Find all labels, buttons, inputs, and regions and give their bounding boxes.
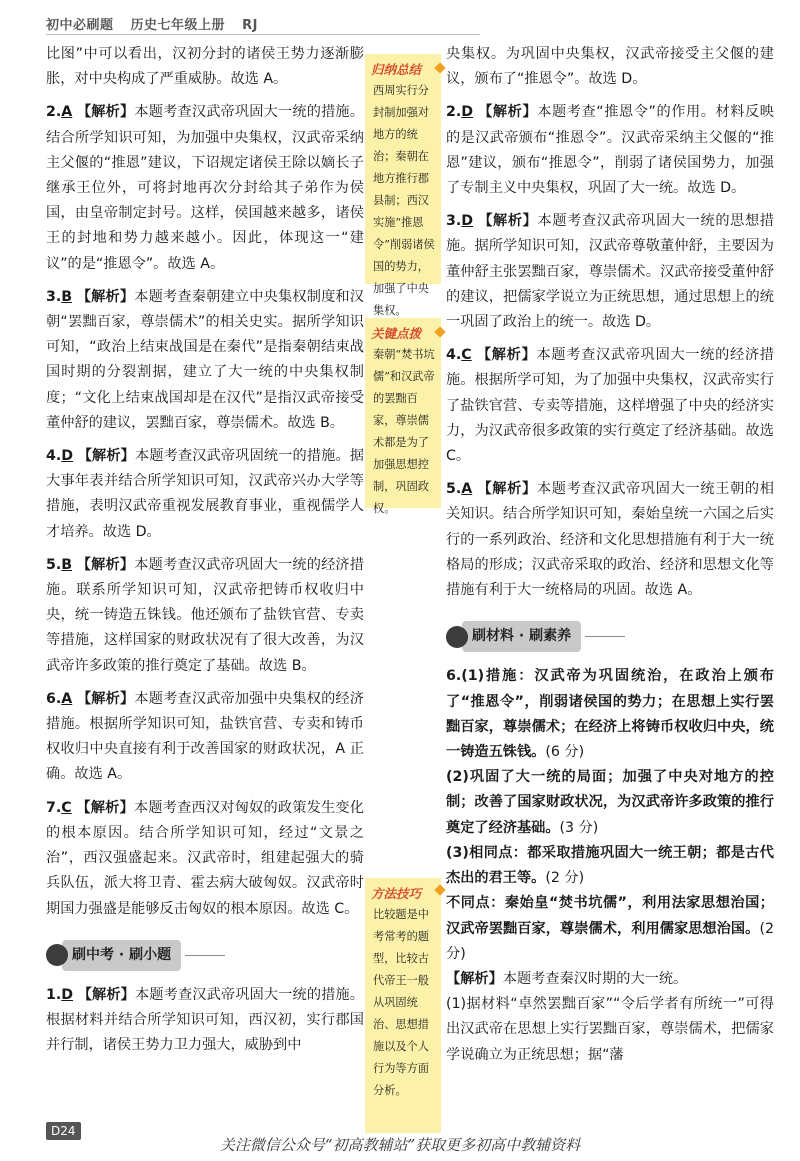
answer-item: 6.A 【解析】本题考查汉武帝加强中央集权的经济措施。根据所学知识可知，盐铁官营、专卖和铸币权收归中央直接有利于改善国家的财政状况，A 正确。故选 A。 xyxy=(46,690,364,783)
side-note-summary xyxy=(365,54,441,317)
section-heading-exam xyxy=(46,940,225,971)
answer-item: 7.C 【解析】本题考查西汉对匈奴的政策发生变化的根本原因。结合所学知识可知，经过“文景之治”，西汉强盛起来。汉武帝时，组建起强大的骑兵队伍，派大将卫青、霍去病大破匈奴。汉武帝时期国力强盛是能够反击匈奴的根本原因。故选 C。 xyxy=(46,799,364,917)
side-note-body: 西周实行分封制加强对地方的统治；秦朝在地方推行郡县制；西汉实施“推恩令”削弱诸侯国的势力，加强了中央集权。 xyxy=(373,84,435,317)
pencil-badge-icon xyxy=(446,626,468,648)
subject-name: 历史七年级上册 xyxy=(130,18,226,33)
side-note-body: 比较题是中考常考的题型，比较古代帝王一般从巩固统治、思想措施以及个人行为等方面分析。 xyxy=(373,908,429,1097)
page-number: D24 xyxy=(46,1122,81,1140)
side-note-body: 秦朝“焚书坑儒”和汉武帝的罢黜百家，尊崇儒术都是为了加强思想控制，巩固政权。 xyxy=(373,348,435,515)
side-note-title: 归纳总结 xyxy=(371,62,422,77)
answer-item: 4.D 【解析】本题考查汉武帝巩固统一的措施。据大事年表并结合所学知识可知，汉武帝兴办大学等措施，表明汉武帝重视发展教育事业，重视儒学人才培养。故选 D。 xyxy=(46,448,364,540)
side-note-key-point xyxy=(365,318,441,515)
answer-item: 3.B 【解析】本题考查秦朝建立中央集权制度和汉朝“罢黜百家，尊崇儒术”的相关史实。据所学知识可知，“政治上结束战国是在秦代”是指秦朝结束战国时期的分裂割据，建立了大一统的中央集权制度；“文化上结束战国却是在汉代”是指汉武帝接受董仲舒的建议，罢黜百家，尊崇儒术。故选 B。 xyxy=(46,288,364,431)
answer-item: 5.A 【解析】本题考查汉武帝巩固大一统王朝的相关知识。结合所学知识可知，秦始皇统一六国之后实行的一系列政治、经济和文化思想措施有利于大一统格局的形成；汉武帝采取的政治、经济和思想文化等措施有利于大一统格局的巩固。故选 A。 xyxy=(446,481,774,599)
answer-item: 1.D 【解析】本题考查汉武帝巩固大一统的措施。根据材料并结合所学知识可知，西汉初，实行郡国并行制，诸侯王势力卫力强大，威胁到中 xyxy=(46,986,364,1054)
answer-item: 比图”中可以看出，汉初分封的诸侯王势力逐渐膨胀，对中央构成了严重威胁。故选 A。 xyxy=(46,46,364,88)
answer-item: 央集权。为巩固中央集权，汉武帝接受主父偃的建议，颁布了“推恩令”。故选 D。 xyxy=(446,46,774,88)
question-6-answer: 6.(1)措施：汉武帝为巩固统治，在政治上颁布了“推恩令”，削弱诸侯国的势力；在思想上实行罢黜百家，尊崇儒术；在经济上将铸币权收归中央，统一铸造五铢钱。(6 分) (2)巩固了大一统的局面；加强了中央对地方的控制；改善了国家财政状况，为汉武帝许多政策的推行奠定了经济基础。(3 分) (3)相同点：都采取措施巩固大一统王朝；都是古代杰出的君王等。(2 分) 不同点：秦始皇“焚书坑儒”，利用法家思想治国；汉武帝罢黜百家，尊崇儒术，利用儒家思想治国。(2 分) 【解析】本题考查秦汉时期的大一统。 (1)据材料“卓然罢黜百家”“令后学者有所统一”可得出汉武帝在思想上实行罢黜百家，尊崇儒术，把儒家学说确立为正统思想；据“藩 xyxy=(446,668,774,1063)
answer-item: 5.B 【解析】本题考查汉武帝巩固大一统的经济措施。联系所学知识可知，汉武帝把铸币权收归中央，统一铸造五铢钱。他还颁布了盐铁官营、专卖等措施，这样国家的财政状况有了很大改善，为汉武帝许多政策的推行奠定了基础。故选 B。 xyxy=(46,556,364,674)
series-name: 初中必刷题 xyxy=(46,18,114,33)
header-divider xyxy=(46,34,480,35)
page-header xyxy=(46,14,270,33)
answer-item: 3.D 【解析】本题考查汉武帝巩固大一统的思想措施。据所学知识可知，汉武帝尊敬董仲舒，主要因为董仲舒主张罢黜百家，尊崇儒术。汉武帝接受董仲舒的建议，把儒家学说立为正统思想，通过思想上的统一巩固了政治上的统一。故选 D。 xyxy=(446,213,774,331)
answer-item: 4.C 【解析】本题考查汉武帝巩固大一统的经济措施。根据所学可知，为了加强中央集权，汉武帝实行了盐铁官营、专卖等措施，这样增强了中央的经济实力，为汉武帝很多政策的实行奠定了经济基础。故选 C。 xyxy=(446,347,774,465)
left-column xyxy=(46,42,364,1067)
side-note-title: 方法技巧 xyxy=(371,886,422,901)
footer-note: 关注微信公众号“初高教辅站”获取更多初高中教辅资料 xyxy=(219,1136,581,1154)
side-note-title: 关键点拨 xyxy=(371,326,422,341)
section-title: 刷中考 · 刷小题 xyxy=(62,940,181,971)
side-note-method xyxy=(365,878,441,1133)
answer-item: 2.D 【解析】本题考查“推恩令”的作用。材料反映的是汉武帝颁布“推恩令”。汉武帝采纳主父偃的“推恩”建议，颁布“推恩令”，削弱了诸侯国势力，加强了专制主义中央集权，巩固了大一统。故选 D。 xyxy=(446,104,774,197)
answer-item: 2.A 【解析】本题考查汉武帝巩固大一统的措施。结合所学知识可知，为加强中央集权，汉武帝采纳主父偃的“推恩”建议，下诏规定诸侯王除以嫡长子继承王位外，可将封地再次分封给其子弟作为侯国，由皇帝制定封号。这样，侯国越来越多，诸侯王的封地和势力越来越小。因此，体现这一“建议”的是“推恩令”。故选 A。 xyxy=(46,104,364,272)
section-heading-material xyxy=(446,621,625,652)
edition-label: RJ xyxy=(242,18,258,33)
right-column xyxy=(446,42,774,1076)
section-title: 刷材料 · 刷素养 xyxy=(462,621,581,652)
